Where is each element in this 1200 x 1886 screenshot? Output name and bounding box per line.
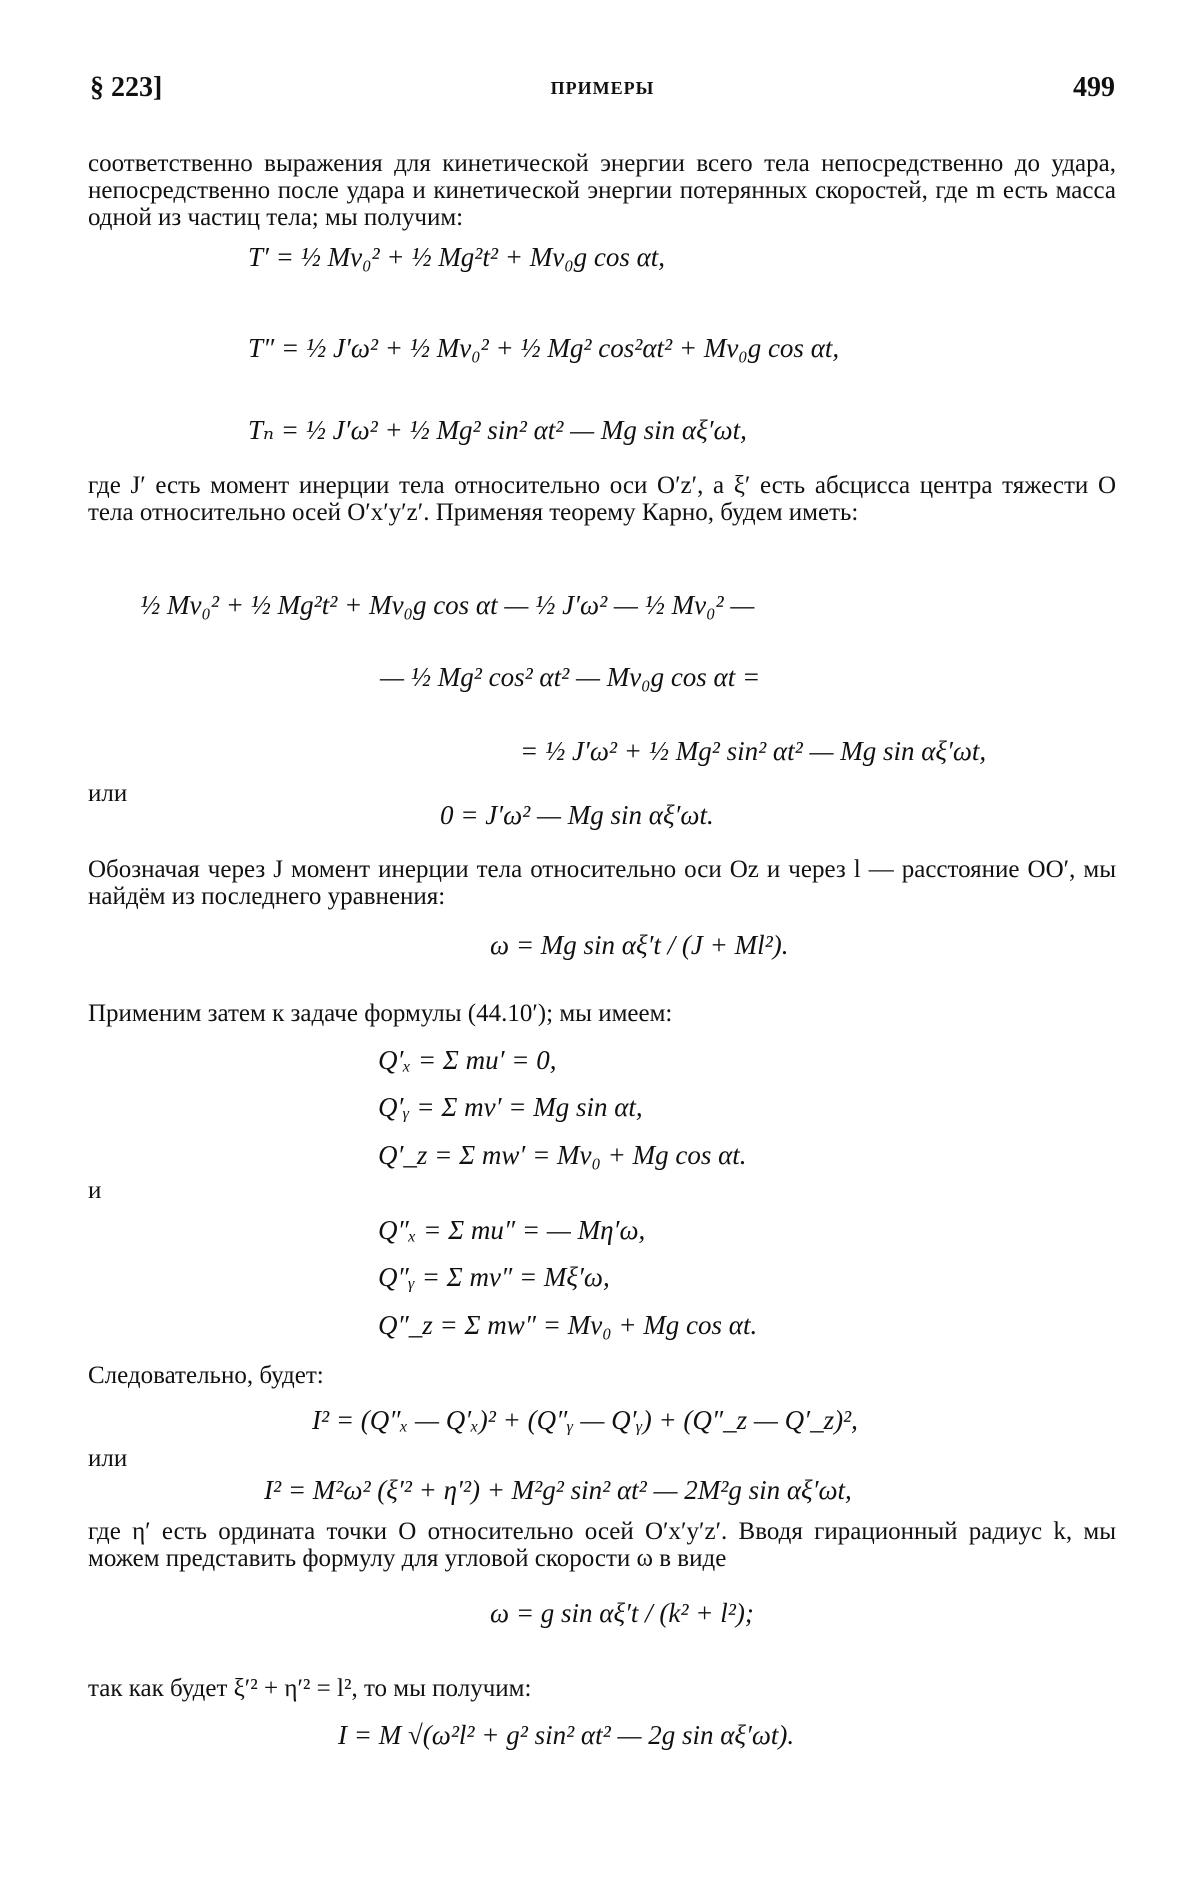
page-number: 499 xyxy=(1073,72,1115,103)
formula-Q2: Q′ᵧ = Σ mv′ = Mg sin αt, xyxy=(378,1092,643,1122)
paragraph-7: так как будет ξ′² + η′² = l², то мы получим: xyxy=(88,1675,532,1702)
formula-omega-1: ω = Mg sin αξ′t / (J + Ml²). xyxy=(490,930,789,960)
paragraph-2: где J′ есть момент инерции тела относительно оси O′z′, а ξ′ есть абсцисса центра тяжести O тела относительно осей O′x′y′z′. Применяя теорему Карно, будем иметь: xyxy=(88,472,1116,526)
label-i: и xyxy=(88,1177,102,1204)
formula-I1: I² = (Q″ₓ — Q′ₓ)² + (Q″ᵧ — Q′ᵧ) + (Q″_z — Q′_z)², xyxy=(312,1405,858,1435)
formula-Q6: Q″_z = Σ mw″ = Mv₀ + Mg cos αt. xyxy=(378,1310,758,1340)
formula-carnot-2: — ½ Mg² cos² αt² — Mv₀g cos αt = xyxy=(380,662,761,692)
label-ili-1: или xyxy=(88,780,128,807)
formula-Q3: Q′_z = Σ mw′ = Mv₀ + Mg cos αt. xyxy=(378,1140,747,1170)
label-ili-2: или xyxy=(88,1445,128,1472)
formula-zero: 0 = J′ω² — Mg sin αξ′ωt. xyxy=(440,800,714,830)
formula-T1: T′ = ½ Mv₀² + ½ Mg²t² + Mv₀g cos αt, xyxy=(248,242,665,272)
formula-Q4: Q″ₓ = Σ mu″ = — Mη′ω, xyxy=(378,1215,646,1245)
formula-carnot-1: ½ Mv₀² + ½ Mg²t² + Mv₀g cos αt — ½ J′ω² — ½ Mv₀² — xyxy=(140,590,755,620)
paragraph-6: где η′ есть ордината точки O относительно осей O′x′y′z′. Вводя гирационный радиус k, мы можем представить формулу для угловой скорости ω в виде xyxy=(88,1518,1116,1572)
section-number: § 223] xyxy=(90,72,163,103)
paragraph-4: Применим затем к задаче формулы (44.10′); мы имеем: xyxy=(88,1000,673,1027)
paragraph-3: Обозначая через J момент инерции тела относительно оси Oz и через l — расстояние OO′, мы найдём из последнего уравнения: xyxy=(88,856,1116,910)
paragraph-1: соответственно выражения для кинетической энергии всего тела непосредственно до удара, непосредственно после удара и кинетической энергии потерянных скоростей, где m есть масса одной из частиц тела; мы получим: xyxy=(88,150,1116,231)
formula-omega-2: ω = g sin αξ′t / (k² + l²); xyxy=(490,1598,754,1628)
formula-Tn: Tₙ = ½ J′ω² + ½ Mg² sin² αt² — Mg sin αξ′ωt, xyxy=(248,415,747,445)
formula-T2: T″ = ½ J′ω² + ½ Mv₀² + ½ Mg² cos²αt² + Mv₀g cos αt, xyxy=(248,333,840,363)
paragraph-5: Следовательно, будет: xyxy=(88,1362,324,1389)
formula-I2: I² = M²ω² (ξ′² + η′²) + M²g² sin² αt² — 2M²g sin αξ′ωt, xyxy=(264,1475,852,1505)
formula-carnot-3: = ½ J′ω² + ½ Mg² sin² αt² — Mg sin αξ′ωt, xyxy=(520,736,987,766)
formula-Q1: Q′ₓ = Σ mu′ = 0, xyxy=(378,1045,557,1075)
formula-Q5: Q″ᵧ = Σ mv″ = Mξ′ω, xyxy=(378,1262,610,1292)
running-title: ПРИМЕРЫ xyxy=(550,78,655,98)
page-header xyxy=(90,72,1115,112)
formula-I3: I = M √(ω²l² + g² sin² αt² — 2g sin αξ′ωt). xyxy=(338,1720,795,1750)
